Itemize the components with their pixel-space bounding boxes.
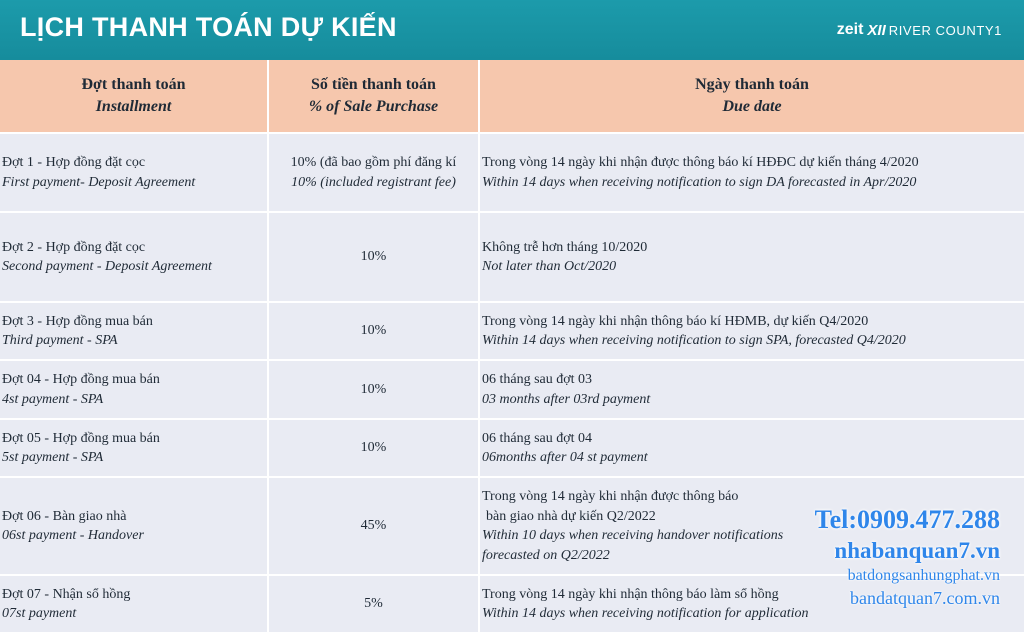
due-date-cell [479,360,1024,419]
due-vi-line2: bàn giao nhà dự kiến Q2/2022 [486,508,656,524]
watermark-site: bandatquan7.com.vn [850,588,1000,608]
column-header-vi: Số tiền thanh toán [311,76,436,93]
table-row [0,360,1024,419]
due-vi: 06 tháng sau đợt 03 [482,372,593,387]
amount-en: 10% (included registrant fee) [291,174,456,190]
due-en: Within 10 days when receiving handover notifications [482,528,784,543]
amount-cell: 10% [268,360,479,419]
column-header-en: Due date [722,98,782,115]
due-en: 03 months after 03rd payment [482,391,651,407]
brand-logo [837,21,1002,39]
column-header-amount [268,60,479,133]
installment-cell [0,575,268,633]
installment-en: Third payment - SPA [2,333,118,348]
installment-en: 4st payment - SPA [2,391,104,407]
watermark-site: batdongsanhungphat.vn [847,567,1000,584]
due-en: Within 14 days when receiving notification for application [482,606,809,621]
contact-watermark [815,504,1000,610]
amount-cell: 10% [268,302,479,360]
installment-cell [0,302,268,360]
due-vi: Trong vòng 14 ngày khi nhận thông báo kí HĐMB, dự kiến Q4/2020 [482,313,869,329]
column-header-due-date [479,60,1024,133]
title-banner [0,0,1024,60]
watermark-phone: Tel:0909.477.288 [814,505,1000,534]
column-header-en: Installment [95,98,172,115]
due-date-cell [479,212,1024,302]
installment-en: 5st payment - SPA [2,450,104,465]
column-header-installment [0,60,268,133]
table-row [0,133,1024,212]
brand-logo-county: RIVER COUNTY1 [888,22,1002,38]
due-date-cell [479,133,1024,212]
table-header-row [0,60,1024,133]
brand-logo-zeit: zeit [836,21,864,38]
installment-cell [0,477,268,575]
column-header-vi: Ngày thanh toán [695,76,809,93]
installment-cell [0,133,268,212]
due-vi: Trong vòng 14 ngày khi nhận được thông báo kí HĐĐC dự kiến tháng 4/2020 [482,155,919,170]
installment-en: 07st payment [2,606,77,621]
installment-vi: Đợt 2 - Hợp đồng đặt cọc [2,239,146,255]
installment-vi: Đợt 07 - Nhận sổ hồng [2,586,131,602]
due-vi: 06 tháng sau đợt 04 [482,430,593,446]
amount-cell: 10% [268,419,479,477]
amount-cell: 5% [268,575,479,633]
installment-en: First payment- Deposit Agreement [2,174,196,190]
installment-vi: Đợt 1 - Hợp đồng đặt cọc [2,155,146,170]
due-en: Within 14 days when receiving notification to sign DA forecasted in Apr/2020 [482,174,917,190]
due-en: Not later than Oct/2020 [482,259,617,274]
due-date-cell [479,302,1024,360]
amount-cell: 45% [268,477,479,575]
column-header-en: % of Sale Purchase [308,98,439,115]
installment-cell [0,360,268,419]
installment-vi: Đợt 3 - Hợp đồng mua bán [2,313,153,329]
due-vi: Trong vòng 14 ngày khi nhận thông báo làm sổ hồng [482,586,779,602]
page-title: LỊCH THANH TOÁN DỰ KIẾN [20,12,397,42]
brand-logo-xii: XII [867,21,886,39]
due-date-cell [479,419,1024,477]
amount-cell: 10% [268,212,479,302]
installment-en: 06st payment - Handover [2,528,144,543]
installment-cell [0,419,268,477]
table-row [0,419,1024,477]
table-row [0,302,1024,360]
due-en: Within 14 days when receiving notification to sign SPA, forecasted Q4/2020 [482,333,906,348]
column-header-vi: Đợt thanh toán [81,76,186,93]
amount-vi: 10% (đã bao gồm phí đăng kí [290,155,457,170]
watermark-site: nhabanquan7.vn [834,538,1000,563]
installment-vi: Đợt 05 - Hợp đồng mua bán [2,430,160,446]
installment-vi: Đợt 04 - Hợp đồng mua bán [2,372,160,387]
installment-vi: Đợt 06 - Bàn giao nhà [2,508,127,524]
due-en: 06months after 04 st payment [482,450,648,465]
amount-cell [268,133,479,212]
due-en-line2: forecasted on Q2/2022 [482,547,610,563]
due-vi: Trong vòng 14 ngày khi nhận được thông báo [482,489,739,504]
table-row [0,212,1024,302]
installment-cell [0,212,268,302]
installment-en: Second payment - Deposit Agreement [2,259,212,274]
due-vi: Không trễ hơn tháng 10/2020 [482,239,648,255]
